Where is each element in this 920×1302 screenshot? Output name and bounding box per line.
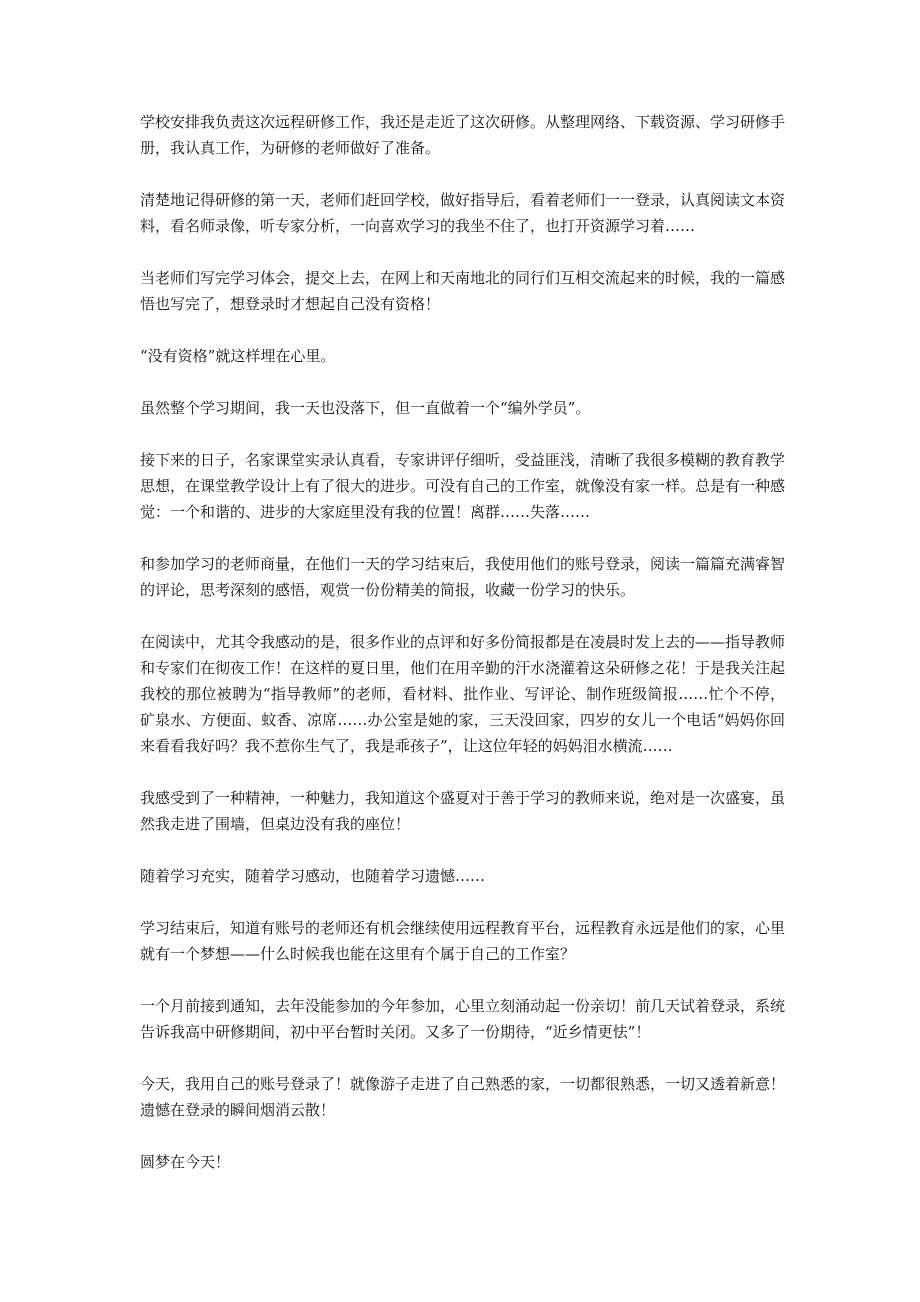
- paragraph-4: “没有资格”就这样埋在心里。: [140, 347, 336, 365]
- paragraph-8: 在阅读中，尤其令我感动的是，很多作业的点评和好多份简报都是在凌晨时发上去的——指导教师和专家们在彻夜工作！在这样的夏日里，他们在用辛勤的汗水浇灌着这朵研修之花！于是我关注起我校的那位被聘为“指导教师”的老师，看材料、批作业、写评论、制作班级简报……忙个不停，矿泉水、方便面、蚊香、凉席……办公室是她的家，三天没回家，四岁的女儿一个电话“妈妈你回来看看我好吗？我不惹你生气了，我是乖孩子”，让这位年轻的妈妈泪水横流……: [140, 633, 786, 755]
- document-body: [140, 109, 785, 1201]
- paragraph-13: 今天，我用自己的账号登录了！就像游子走进了自己熟悉的家，一切都很熟悉，一切又透着新意！遗憾在登录的瞬间烟消云散！: [140, 1075, 786, 1119]
- paragraph-5: 虽然整个学习期间，我一天也没落下，但一直做着一个“编外学员”。: [140, 399, 591, 417]
- paragraph-3: 当老师们写完学习体会，提交上去，在网上和天南地北的同行们互相交流起来的时候，我的一篇感悟也写完了，想登录时才想起自己没有资格！: [140, 269, 786, 313]
- paragraph-7: 和参加学习的老师商量，在他们一天的学习结束后，我使用他们的账号登录，阅读一篇篇充满睿智的评论，思考深刻的感悟，观赏一份份精美的简报，收藏一份学习的快乐。: [140, 555, 786, 599]
- paragraph-14: 圆梦在今天！: [140, 1153, 231, 1171]
- paragraph-1: 学校安排我负责这次远程研修工作，我还是走近了这次研修。从整理网络、下载资源、学习研修手册，我认真工作，为研修的老师做好了准备。: [140, 113, 786, 157]
- paragraph-12: 一个月前接到通知，去年没能参加的今年参加，心里立刻涌动起一份亲切！前几天试着登录，系统告诉我高中研修期间，初中平台暂时关闭。又多了一份期待，“近乡情更怯”！: [140, 997, 786, 1041]
- paragraph-2: 清楚地记得研修的第一天，老师们赶回学校，做好指导后，看着老师们一一登录，认真阅读文本资料，看名师录像，听专家分析，一向喜欢学习的我坐不住了，也打开资源学习着……: [140, 191, 786, 235]
- paragraph-11: 学习结束后，知道有账号的老师还有机会继续使用远程教育平台，远程教育永远是他们的家，心里就有一个梦想——什么时候我也能在这里有个属于自己的工作室？: [140, 919, 786, 963]
- paragraph-6: 接下来的日子，名家课堂实录认真看，专家讲评仔细听，受益匪浅，清晰了我很多模糊的教育教学思想，在课堂教学设计上有了很大的进步。可没有自己的工作室，就像没有家一样。总是有一种感觉：一个和谐的、进步的大家庭里没有我的位置！离群……失落……: [140, 451, 786, 521]
- paragraph-9: 我感受到了一种精神，一种魅力，我知道这个盛夏对于善于学习的教师来说，绝对是一次盛宴，虽然我走进了围墙，但桌边没有我的座位！: [140, 789, 786, 833]
- paragraph-10: 随着学习充实，随着学习感动，也随着学习遗憾……: [140, 867, 486, 885]
